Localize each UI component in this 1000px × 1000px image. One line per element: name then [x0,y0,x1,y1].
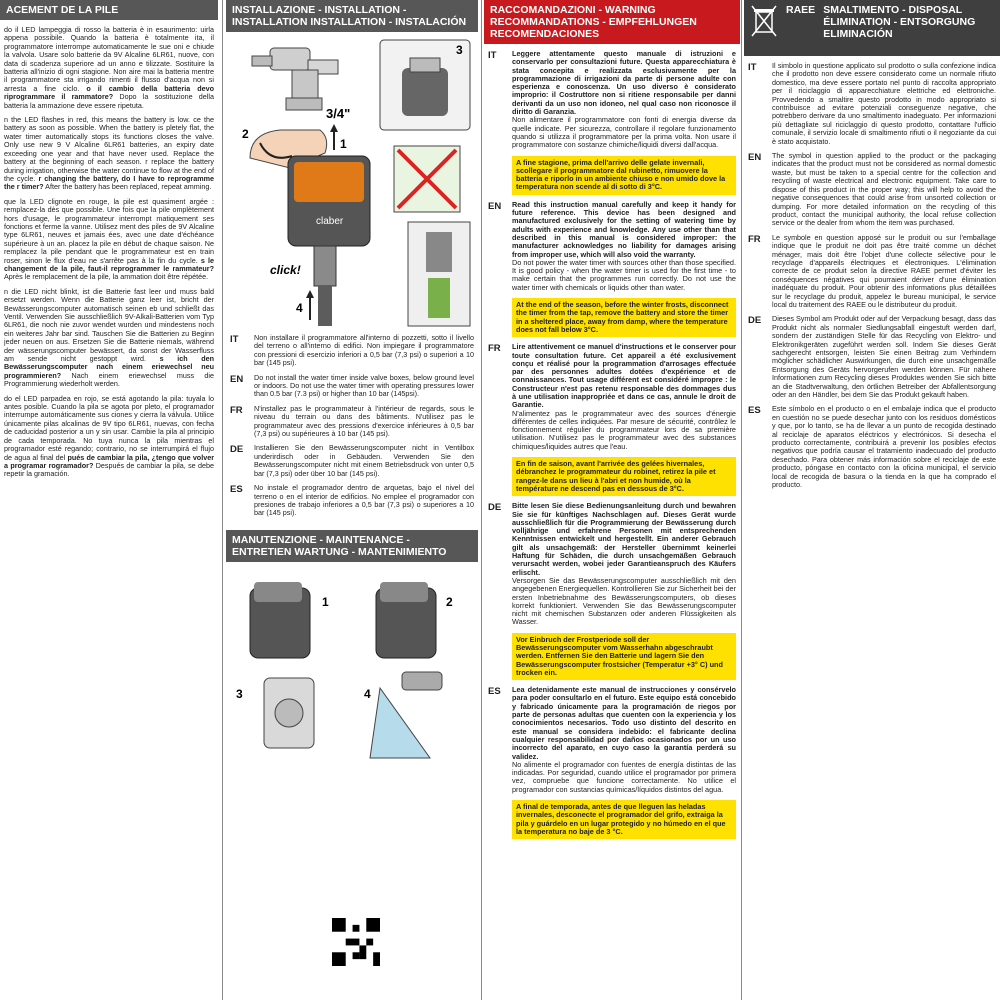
warning-text [512,201,736,292]
disposal-paragraph [744,62,1000,146]
battery-answer: After the battery has been replaced, repeat amming. [45,182,212,192]
language-code: EN [230,373,244,385]
language-code: DE [230,444,244,456]
language-code: DE [488,502,502,514]
maint-step-3: 3 [236,686,243,701]
brand-label: claber [316,216,344,227]
battery-text: que la LED clignote en rouge, la pile est quasiment argée : remplacez-la dès que possible. Une fois que la pile omplètement hors d'usage, le programmateur interrompt matiquement ses fonctions et ferme la vanne. Utilisez ment des piles de 9V Alcaline type 6LR61, neuves et jamais ées, avec une date d'échéance supérieure à un an. placez la pile en début de chaque saison. Ne remplacez la pile pendant que le programmateur est en train roser, sinon le flux d'eau ne s'arrête pas à la fin du cycle. [4,196,214,265]
maint-step-1: 1 [322,594,329,609]
install-text: Do not install the water timer inside valve boxes, below ground level or indoors. Do not use the water timer with operating pressures lower than 0.5 bar (7.3 psi) or higher than 10 bar (145psi). [254,372,474,399]
battery-question: s ich den Bewässerungscomputer nach einem eriewechsel neu programmieren? [4,354,215,380]
battery-question: r changing the battery, do I have to reprogramme the r timer? [4,173,214,192]
warning-normal: Versorgen Sie das Bewässerungscomputer ausschließlich mit den angegebenen Energiequellen. Kontrollieren Sie zur Sicherheit bei der ersten Inbetriebnahme des Bewässerungscomputers, ob dieses korrekt funktioniert. Verwenden Sie das Bewässerungscomputer nicht mit chemischen Substanzen oder anderen Flüssigkeiten als Wasser. [512,575,736,627]
warnings-sections [484,50,740,839]
warning-text [512,50,736,150]
warning-paragraph [484,50,740,150]
column-divider [481,0,482,1000]
battery-replacement-column [0,0,218,1000]
maintenance-figure [230,568,474,768]
warning-paragraph [484,686,740,794]
battery-answer: Después de cambiar la pila, se debe repetir la gramación. [4,460,215,479]
language-code: ES [488,686,501,698]
warnings-header: RACCOMANDAZIONI - WARNING RECOMMANDATIONS - EMPFEHLUNGEN RECOMENDACIONES [484,0,740,44]
language-code: IT [230,334,239,345]
disposal-text: Dieses Symbol am Produkt oder auf der Verpackung besagt, dass das Produkt nicht als normaler Siedlungsabfall eingestuft werden darf, sondern der zuständigen Stelle für das Recycling von Elektro- und Elektronikgeräten zugeführt werden soll. Indem Sie dieses Gerät sachgerecht entsorgen, leisten Sie einen Beitrag zum Verhindern möglicher schädlicher Auswirkungen, die durch eine unsachgemäße Entsorgung des Geräts hervorgerufen werden können. Für nähere Informationen zum Recycling dieses Produktes wenden Sie sich bitte an die Stadtverwaltung, den örtlichen Betreiber der Abfallentsorgung oder an den Händler, bei dem Sie das Produkt gekauft haben. [772,314,996,400]
warning-text [512,343,736,451]
language-code: ES [230,484,243,496]
language-code: EN [748,152,762,164]
battery-question: o il cambio della batteria devo riprogrammare il rammatore? [4,83,214,102]
column-divider [222,0,223,1000]
step-3-label: 3 [456,43,463,57]
warning-paragraph [484,201,740,292]
disposal-paragraph [744,234,1000,310]
language-code: FR [230,404,243,416]
battery-question: s le changement de la pile, faut-il reprogrammer le rammateur? [4,255,214,273]
disposal-title: SMALTIMENTO - DISPOSAL ÉLIMINATION - ENTSORGUNG ELIMINACIÓN [823,4,976,40]
disposal-sections [744,62,1000,490]
installation-column [226,0,478,1000]
disposal-paragraph [744,152,1000,228]
disposal-paragraph [744,315,1000,399]
warning-normal: Do not power the water timer with sources other than those specified. It is good policy - when the water timer is used for the first time - to make certain that the programmes run correctly. Do not use the water timer with chemicals or liquids other than water. [512,257,736,292]
battery-text-blocks [0,26,218,479]
warning-bold: Lire attentivement ce manuel d'instructions et le conserver pour toute consultation future. Cet appareil a été exclusivement conçu et réalisé pour la programmation d'arrosages effectuée par des personnes adultes dotées d'expérience et de connaissances. Tout usage différent est considéré impropre : le Constructeur n'est pas retenu responsable des dommages dus à une utilisation inappropriée et dans ce cas, annule le droit de Garantie. [512,342,736,410]
battery-block [0,116,218,192]
crossed-bin-icon [750,4,778,38]
column-divider [741,0,742,1000]
disposal-paragraph [744,405,1000,489]
season-note: En fin de saison, avant l'arrivée des gelées hivernales, débranchez le programmateur du robinet, retirez la pile et rangez-le dans un lieu à l'abri et non humide, où la température ne descend pas en dessous de 3°C. [512,457,736,496]
installation-text [226,334,478,518]
disposal-text: Il simbolo in questione applicato sul prodotto o sulla confezione indica che il prodotto non deve essere considerato come un normale rifiuto domestico, ma deve essere portato nel punto di raccolta appropriato per il riciclaggio di apparecchiature elettriche ed elettroniche. Provvedendo a smaltire questo prodotto in modo appropriato si contribuisce ad evitare potenziali conseguenze negative, che potrebbero derivare da uno smaltimento inadeguato. Per informazioni più dettagliate sul riciclaggio di questo prodotto, contattare l'ufficio comunale, il servizio locale di smaltimento rifiuti o il negoziante da cui è stato acquistato. [772,61,996,146]
warning-bold: Bitte lesen Sie diese Bedienungsanleitung durch und bewahren Sie sie für künftiges Nachschlagen auf. Dieses Gerät wurde ausschließlich für die Programmierung der Bewässerung durch volljährige und erfahrene Personen mit entsprechenden Kenntnissen entwickelt und hergestellt. Ein anderer Gebrauch gilt als unsachgemäß: der Hersteller übernimmt keinerlei Haftung für Schäden, die durch unsachgemäßen Gebrauch verursacht werden, wobei jeder Garantieanspruch des Käufers erlischt. [512,501,736,577]
installation-figure [230,38,474,328]
maintenance-header: MANUTENZIONE - MAINTENANCE - ENTRETIEN WARTUNG - MANTENIMIENTO [226,530,478,562]
battery-text: n the LED flashes in red, this means the battery is low. ce the battery as soon as possible. When the battery is pletely flat, the water timer automatically stops its functions closes the valve. Only use new 9 V Alcaline 6LR61 batteries, an expiry date exceeding one year and that have never used. Replace the battery at the beginning of each season. r replace the battery during irrigation, otherwise the water continue to flow at the end of the cycle. [4,115,214,183]
language-code: IT [488,50,497,61]
warning-bold: Leggere attentamente questo manuale di istruzioni e conservarlo per consultazioni future. Questa apparecchiatura è stata concepita e realizzata esclusivamente per la programmazione di irrigazioni da parte di persone adulte con esperienza e conoscenza. Un uso diverso è considerato improprio: il Costruttore non si ritiene responsabile per danni derivanti da un uso non idoneo, nel qual caso non riconosce il diritto di Garanzia. [512,49,736,117]
install-text: N'installez pas le programmateur à l'intérieur de regards, sous le niveau du terrain ou dans des bâtiments. N'utilisez pas le programmateur avec des pressions d'exercice inférieures à 0,5 bar (7,3 psi) ou supérieures à 10 bar (145 psi). [254,403,474,439]
install-paragraph [226,444,478,478]
warning-text [512,502,736,626]
season-note: A fine stagione, prima dell'arrivo delle gelate invernali, scollegare il programmatore dal rubinetto, rimuovere la batteria e riporlo in un ambiente chiuso e non umido dove la temperatura non scende al di sotto di 3°C. [512,156,736,195]
warning-bold: Lea detenidamente este manual de instrucciones y consérvelo para poder consultarlo en el futuro. Este equipo está concebido y fabricado únicamente para la programación de riegos por parte de personas adultas que cuenten con la experiencia y los conocimientos necesarios. Todo uso distinto del descrito en este manual se considera indebido: el fabricante declina cualquier responsabilidad por daños ocasionados por un uso incorrecto del aparato, en cuyo caso la garantía perderá su validez. [512,685,736,761]
battery-header: ACEMENT DE LA PILE [0,0,218,20]
disposal-column [744,0,1000,1000]
thread-size-label: 3/4" [326,106,351,121]
battery-text: do il LED lampeggia di rosso la batteria è in esaurimento: uirla appena possibile. Quando la batteria è totalmente ita, il programmatore interrompe automaticamente le sue oni e chiude la valvola. Usare solo batterie da 9V Alcaline 6LR61, nuove, con data di scadenza superiore ad un anno e tilizzate. Sostituire la batteria all'inizio di ogni stagione. Non aire mai la batteria mentre il programmatore sta irrigando rimenti il flusso d'acqua non si arresta a fine ciclo. [4,25,214,93]
warning-normal: No alimente el programador con fuentes de energía distintas de las indicadas. Por seguridad, cuando utilice el programador por primera vez, compruebe que funcione correctamente. No utilice el programador con sustancias químicas/líquidos distintos del agua. [512,759,736,794]
language-code: DE [748,315,762,327]
install-paragraph [226,405,478,439]
warning-paragraph [484,502,740,626]
disposal-text: The symbol in question applied to the product or the packaging indicates that the product must not be considered as normal domestic waste, but must be taken to a special centre for the collection and recycling of waste electrical and electronic equipment. Take care to dispose of this product in the proper way; this will help to avoid the negative consequences that could arise from unsorted collection or dumping. For more detailed information on the recycling of this product, contact the municipal authority, the local refuse collection service or the dealer from whom the item was purchased. [772,151,996,228]
language-code: IT [748,62,757,73]
season-note: Vor Einbruch der Frostperiode soll der Bewässerungscomputer vom Wasserhahn abgeschraubt werden. Entfernen Sie den Batterie und lagern Sie den Bewässerungscomputer frostsicher (Temperatur +3° C) und trocken ein. [512,633,736,680]
qr-code-icon[interactable] [332,918,380,966]
disposal-text: Este símbolo en el producto o en el embalaje indica que el producto en cuestión no se puede desechar junto con los residuos domésticos y que, por lo tanto, se ha de llevar a un punto de recogida destinado al reciclaje de aparatos eléctricos y electrónicos. Si desecha el producto correctamente, contribuirá a prevenir los posibles efectos negativos que podría causar el tratamiento inadecuado del producto desechado. Para obtener más información sobre el reciclaje de este producto, póngase en contacto con la oficina municipal, el servicio local de recogida de basura o la tienda en la que ha comprado el producto. [772,404,996,490]
maint-step-4: 4 [364,686,371,701]
language-code: FR [748,233,761,245]
warnings-column [484,0,740,1000]
season-note: At the end of the season, before the winter frosts, disconnect the timer from the tap, remove the battery and store the timer in a sheltered place, away from damp, where the temperature does not fall below 3°C. [512,298,736,337]
maint-step-2: 2 [446,594,453,609]
install-paragraph [226,334,478,368]
disposal-text: Le symbole en question apposé sur le produit ou sur l'emballage indique que le produit ne doit pas être traité comme un déchet ménager, mais doit être l'objet d'une collecte sélective pour le recyclage d'appareils électriques et électroniques. L'élimination correcte de ce produit selon la directive RAEE permet d'éviter les conséquences négatives qui pourraient dériver d'une élimination inadéquate du produit. Pour obtenir des informations plus détaillées sur le recyclage du produit, appelez le bureau municipal, le service local du traitement des RAEE ou le distributeur du produit. [772,232,996,309]
click-label: click! [270,263,301,277]
language-code: FR [488,343,501,355]
warning-text [512,686,736,794]
battery-block [0,288,218,389]
language-code: EN [488,200,502,212]
raee-label: RAEE [786,4,816,16]
season-note: A final de temporada, antes de que lleguen las heladas invernales, desconecte el programador del grifo, extraiga la pila y guárdelo en un lugar protegido y no húmedo en el que la temperatura no baje de 3 °C. [512,800,736,839]
warning-normal: N'alimentez pas le programmateur avec des sources d'énergie différentes de celles indiquées. Par mesure de sécurité, contrôlez le fonctionnement régulier du programmateur lors de sa première utilisation. N'utilisez pas le programmateur avec des substances chimiques/liquides autres que l'eau. [512,408,736,451]
warning-paragraph [484,343,740,451]
battery-block [0,198,218,282]
battery-block [0,395,218,479]
step-2-label: 2 [242,127,249,141]
battery-text: n die LED nicht blinkt, ist die Batterie fast leer und muss bald ersetzt werden. Wenn die Batterie ganz leer ist, bricht der Bewässerungscomputer automatisch seinen eb und schließt das Ventil. Verwenden Sie ausschließlich 9V-Alkali-Batterien vom Typ 6LR61, die noch nie zuvor wendet wurden und mindestens noch ein weiteres Jahr bar sind. Tauschen Sie die Batterien zu Beginn jeder neuen on aus. Ersetzen Sie die Batterie niemals, während der wässerungscomputer bewässert, da sonst der Wasserfluss am sende nicht gestoppt wird. [4,286,214,364]
disposal-header [744,0,1000,56]
install-text: No instale el programador dentro de arquetas, bajo el nivel del terreno o en el interior de edificios. No emplee el programador con presiones de trabajo inferiores a 0,5 bar (7,3 psi) o superiores a 10 bar (145 psi). [254,483,474,518]
battery-text: do el LED parpadea en rojo, se está agotando la pila: tuyala lo antes posible. Cuando la pila se agota por pleto, el programador interrumpe automáticamente sus ciones y cierra la válvula. Utilice únicamente pilas alcalinas de 9V tipo 6LR61, nuevas, con fecha de caducidad posterior a un y sin usar. Cambie la pila al principio de cada temporada. No tuya nunca la pila mientras el programador esté regando; contrario, no se interrumpirá el flujo de agua al final del [4,393,214,462]
warning-bold: Read this instruction manual carefully and keep it handy for future reference. This device has been designed and manufactured exclusively for the setting of watering time by adults with experience and knowledge. Any use other than that described in this manual is considered improper: the manufacturer acknowledges no liability for damages arising from improper use, which will also void the warranty. [512,199,736,259]
battery-answer: Après le remplacement de la pile, la ammation doit être répétée. [4,272,209,282]
language-code: ES [748,405,761,417]
install-text: Non installare il programmatore all'interno di pozzetti, sotto il livello del terreno o all'interno di edifici. Non impiegare il programmatore con pressioni di esercizio inferiori a 0,5 bar (7,3 psi) o superiori a 10 bar (145 psi). [254,333,474,368]
step-4-label: 4 [296,301,303,315]
installation-header: INSTALLAZIONE - INSTALLATION - INSTALLATION INSTALLATION - INSTALACIÓN [226,0,478,32]
install-text: Installieren Sie den Bewässerungscomputer nicht in Ventilbox underirdisch oder in Gebäuden. Verwenden Sie den Bewässerungscomputer nicht mit einem Betriebsdruck von unter 0,5 bar (7,3 psi) oder über 10 bar (145 psi). [254,443,474,478]
battery-block [0,26,218,110]
battery-answer: Nach einem eriewechsel muss die Programmierung wiederholt werden. [4,370,215,389]
install-paragraph [226,484,478,518]
install-paragraph [226,374,478,399]
warning-normal: Non alimentare il programmatore con fonti di energia diverse da quelle indicate. Per sicurezza, controllare il regolare funzionamento quando si utilizza il programmatore per la prima volta. Non usare il programmatore con sostanze chimiche/liquidi diversi dall'acqua. [512,115,736,150]
step-1-label: 1 [340,137,347,151]
battery-question: pués de cambiar la pila, ¿tengo que volver a programar rogramador? [4,452,214,470]
battery-answer: Dopo la sostituzione della batteria la ammazione deve essere ripetuta. [4,92,214,110]
